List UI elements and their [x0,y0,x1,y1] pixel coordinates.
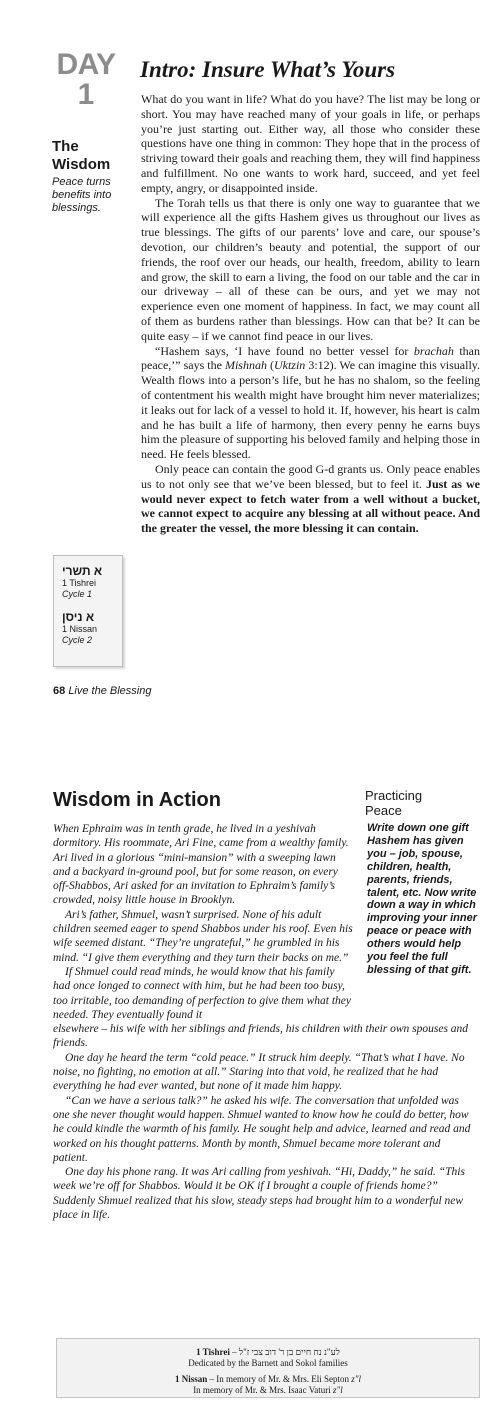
practicing-peace-title [365,788,475,818]
story-paragraph: Ari’s father, Shmuel, wasn’t surprised. None of his adult children seemed eager to spend Shabbos under his roof. Even his wife seemed distant. “They’re ungrateful,” he grumbled in his mind. “I give them everything and they turn their backs on me.” [53,908,353,964]
text-run-italic: brachah [413,343,454,358]
day-word: DAY [56,48,116,81]
wisdom-in-action-story [53,822,477,1222]
intro-title: Intro: Insure What’s Yours [140,57,396,82]
date-hebrew: א ניסן [62,610,95,624]
story-paragraph: One day he heard the term “cold peace.” It struck him deeply. “That’s what I have. No noise, no fighting, no emotion at all.” Staring into that void, he realized that he had everything he had ever wanted, but none of it made him happy. [53,1051,465,1093]
story-paragraph: “Can we have a serious talk?” he asked his wife. The conversation that unfolded was one she never thought would happen. Shmuel wanted to know how he could do better, how he could kindle the warmth of his family. He sought help and advice, learned and read and worked on his thought patterns. Month by month, Shmuel became more tolerant and patient. [53,1094,471,1164]
day-marker [44,50,128,110]
dedication-text: – In memory of Mr. & Mrs. Eli Septon [207,1374,352,1384]
date-hebrew: א תשרי [62,564,103,578]
intro-paragraph: The Torah tells us that there is only one way to guarantee that we will experience all the gifts Hashem gives us throughout our lives as true blessings. The gifts of our parents’ love and care, our spouse’s devotion, our children’s beauty and potential, the support of our friends, the roof over our heads, our health, freedom, ability to learn and grow, the skill to earn a living, the food on our table and the car in our driveway – all of these can be ours, and yet we may not experience even one moment of happiness. In fact, we may count all of them as burdens rather than blessings. How can that be? It can be quite easy – if we cannot find peace in our lives. [141,195,480,343]
sidebar-title-line1: The [52,138,79,155]
story-paragraph: If Shmuel could read minds, he would know that his family had once longed to connect with him, but he had been too busy, too irritable, too demanding of perfection to give them what they needed. They eventually found it [53,965,351,1021]
dedication-text: In memory of Mr. & Mrs. Isaac Vaturi [193,1384,333,1395]
date-cycle: Cycle 2 [62,635,93,645]
date-english: 1 Nissan [62,624,98,634]
sidebar-title [52,138,132,174]
sidebar-subtitle: Peace turns benefits into blessings. [52,176,112,214]
dedication-line [57,1385,479,1396]
text-run-italic: Uktzin [273,358,306,373]
practicing-peace-body: Write down one gift Hashem has given you – job, spouse, children, health, parents, friends, talent, etc. Now write down a way in which improving your inner peace or peace with others would help you feel the full blessing of that gift. [367,822,478,976]
sidebar-title-line2: Wisdom [52,156,111,173]
page-folio [53,685,151,697]
text-run: than peace,’” says the [141,343,480,373]
date-english: 1 Tishrei [62,578,97,588]
story-paragraph: When Ephraim was in tenth grade, he lived in a yeshivah dormitory. His roommate, Ari Fine, came from a wealthy family. Ari lived in a glorious “mini-mansion” with a sweeping lawn and a backyard in-ground pool, but for some reason, on every off-Shabbos, Ari asked for an invitation to Ephraim’s family’s crowded, noisy little house in Brooklyn. [53,823,349,907]
book-title: Live the Blessing [68,685,152,697]
text-run: “Hashem says, ‘I have found no better vessel for [155,343,414,358]
dedication-date: 1 Nissan [174,1374,208,1384]
intro-paragraph [141,344,480,462]
dedication-line [57,1374,479,1385]
intro-body [141,92,480,536]
intro-paragraph: What do you want in life? What do you have? The list may be long or short. You may have reached many of your goals in life, or perhaps you’re just starting out. Either way, all those who consider these questions have one thing in common: They hope that in the process of striving toward their goals and reaching them, they will find happiness and fulfillment. No one wants to work hard, succeed, and yet feel empty, angry, or disappointed inside. [141,92,480,195]
text-run: ( [266,358,274,373]
text-run: 3:12). We can imagine this visually. Wealth flows into a person’s life, but he has no shalom, so the feeling of contentment his wealth might have brought him never materializes; it leaks out for lack of a vessel to hold it. If, however, his heart is calm and he has built a life of harmony, then every penny he earns buys him the pleasure of supporting his beloved family and helping those in need. He feels blessed. [141,358,480,462]
practicing-peace-title-line2: Peace [365,803,402,818]
text-run-italic: Mishnah [224,358,267,373]
intro-paragraph [141,462,480,536]
text-run-bold: Just as we would never expect to fetch water from a well without a bucket, we cannot expect to acquire any blessing at all without peace. And the greater the vessel, the more blessing it can contain. [141,476,480,536]
practicing-peace-title-line1: Practicing [365,788,423,803]
dedication-line [57,1347,479,1358]
day-number: 1 [77,78,95,111]
dedication-text-italic: z"l [351,1374,362,1384]
dedication-text-italic: z"l [333,1384,343,1395]
dedication-line: Dedicated by the Barnett and Sokol families [188,1357,348,1368]
dedication-text: – לע"נ נח חיים בן ר' דוב צבי ז"ל [229,1347,340,1357]
calendar-dates-box [53,555,123,667]
story-paragraph: One day his phone rang. It was Ari calling from yeshivah. “Hi, Daddy,” he said. “This week we’re off for Shabbos. Would it be OK if I brought a couple of friends home?” Suddenly Shmuel realized that his slow, steady steps had brought him to a wonderful new place in life. [53,1166,465,1222]
dedication-date: 1 Tishrei [196,1347,230,1357]
dedication-box [56,1338,480,1398]
story-paragraph: elsewhere – his wife with her siblings and friends, his children with their own spouses and friends. [53,1023,469,1050]
wisdom-in-action-title: Wisdom in Action [53,789,221,811]
date-cycle: Cycle 1 [62,589,93,599]
text-run: Only peace can contain the good G-d grants us. Only peace enables us to not only see that we’ve been blessed, but to feel it. [141,461,480,491]
page-number: 68 [53,685,66,697]
